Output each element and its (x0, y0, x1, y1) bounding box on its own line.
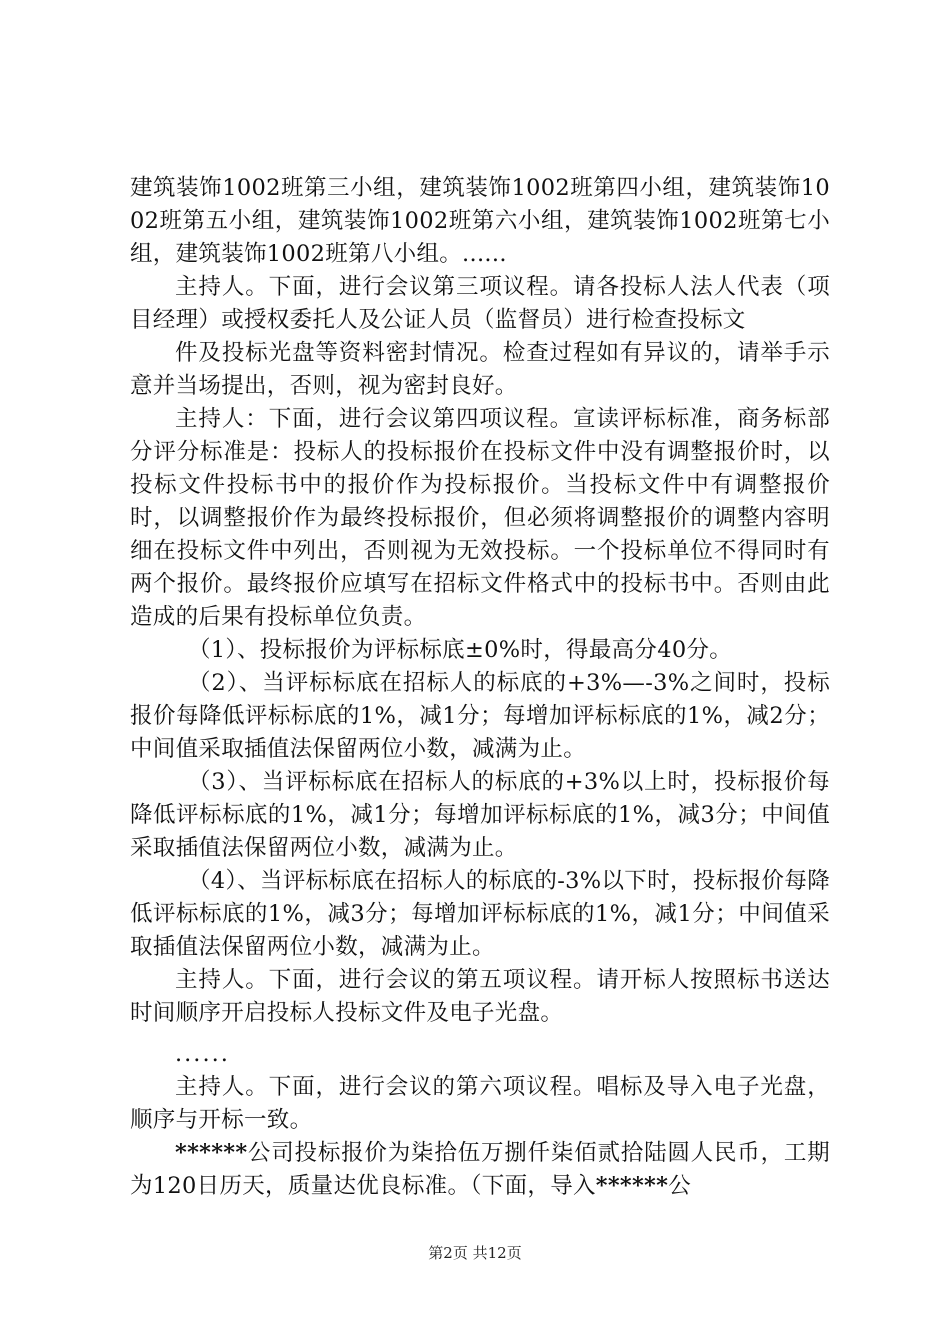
redacted-company-name: ****** (595, 1173, 669, 1199)
paragraph-rule-1: （1）、投标报价为评标标底±0%时，得最高分40分。 (188, 637, 733, 663)
bid-price-text: 公司投标报价为柒拾伍万捌仟柒佰贰拾陆圆人民币，工期为120日历天，质量达优良标准。（下面，导入 (130, 1140, 830, 1199)
paragraph-group-list: 建筑装饰1002班第三小组，建筑装饰1002班第四小组，建筑装饰1002班第五小组，建筑装饰1002班第六小组，建筑装饰1002班第七小组，建筑装饰1002班第八小组。...... (130, 175, 830, 267)
paragraph-rule-3: （3）、当评标标底在招标人的标底的+3%以上时，投标报价每降低评标标底的1%，减1分；每增加评标标底的1%，减3分；中间值采取插值法保留两位小数，减满为止。 (130, 769, 830, 861)
redacted-company-name: ****** (175, 1140, 248, 1166)
bid-price-text-tail: 公 (668, 1173, 692, 1199)
page-footer (0, 1243, 950, 1263)
paragraph-agenda-three: 主持人。下面，进行会议第三项议程。请各投标人法人代表（项目经理）或授权委托人及公证人员（监督员）进行检查投标文 (130, 274, 830, 333)
ellipsis-line: ...... (175, 1041, 230, 1067)
page-number: 第2页 共12页 (428, 1244, 522, 1262)
paragraph-bid-price (130, 1137, 830, 1203)
paragraph-agenda-five: 主持人。下面，进行会议的第五项议程。请开标人按照标书送达时间顺序开启投标人投标文件及电子光盘。 (130, 967, 830, 1026)
document-body (130, 172, 830, 1203)
paragraph-rule-4: （4）、当评标标底在招标人的标底的-3%以下时，投标报价每降低评标标底的1%，减3分；每增加评标标底的1%，减1分；中间值采取插值法保留两位小数，减满为止。 (130, 868, 830, 960)
paragraph-agenda-six: 主持人。下面，进行会议的第六项议程。唱标及导入电子光盘，顺序与开标一致。 (130, 1074, 830, 1133)
paragraph-seal-check: 件及投标光盘等资料密封情况。检查过程如有异议的，请举手示意并当场提出，否则，视为密封良好。 (130, 340, 830, 399)
paragraph-agenda-four: 主持人：下面，进行会议第四项议程。宣读评标标准，商务标部分评分标准是：投标人的投标报价在投标文件中没有调整报价时，以投标文件投标书中的报价作为投标报价。当投标文件中有调整报价时，以调整报价作为最终投标报价，但必须将调整报价的调整内容明细在投标文件中列出，否则视为无效投标。一个投标单位不得同时有两个报价。最终报价应填写在招标文件格式中的投标书中。否则由此造成的后果有投标单位负责。 (130, 406, 830, 630)
paragraph-rule-2: （2）、当评标标底在招标人的标底的+3%—-3%之间时，投标报价每降低评标标底的1%，减1分；每增加评标标底的1%，减2分；中间值采取插值法保留两位小数，减满为止。 (130, 670, 830, 762)
